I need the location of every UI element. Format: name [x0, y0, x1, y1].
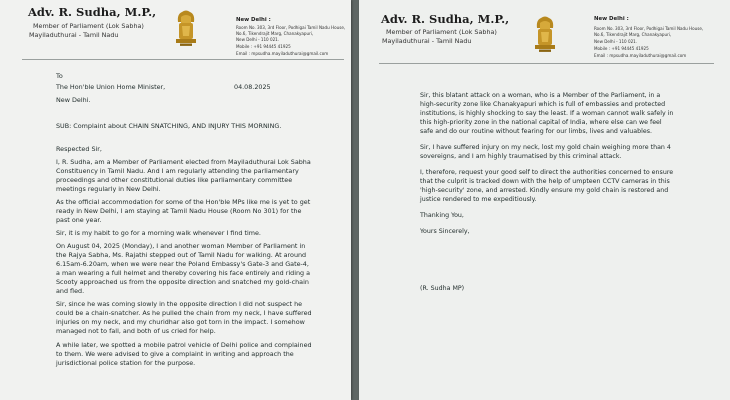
body-line: Constituency in Tamil Nadu. And I am regularly attending the parliamentary	[56, 167, 299, 175]
body-line: sovereigns, and I am highly traumatised by this criminal attack.	[420, 153, 622, 160]
body-line: this high-priority zone in the national capital of India, where else can we feel	[420, 119, 662, 126]
letterhead-role: Member of Parliament (Lok Sabha)	[386, 28, 497, 36]
body-line: and fled.	[56, 287, 85, 295]
body-line: could be a chain-snatcher. As he pulled the chain from my neck, I have suffered	[56, 309, 312, 317]
header-divider	[379, 63, 714, 64]
closing-thanks: Thanking You,	[420, 212, 464, 219]
body-line: Sir, it is my habit to go for a morning walk whenever I find time.	[56, 229, 261, 237]
letterhead-constituency: Mayiladuthurai - Tamil Nadu	[29, 31, 119, 39]
address-line: Mobile : +91 94445 41925	[594, 46, 649, 51]
letter-page-1	[0, 0, 351, 400]
body-line: a man wearing a full helmet and thereby covering his face entirely and riding a	[56, 269, 311, 277]
body-line: 'high-security' zone, and arrested. Kindly ensure my gold chain is restored and	[420, 187, 669, 194]
body-line: that the culprit is tracked down with the help of umpteen CCTV cameras in this	[420, 178, 670, 185]
letterhead-constituency: Mayiladuthurai - Tamil Nadu	[382, 37, 472, 45]
address-line: Mobile : +91 94445 41925	[236, 44, 291, 49]
letterhead-name: Adv. R. Sudha, M.P.,	[28, 5, 157, 19]
address-heading: New Delhi :	[594, 16, 629, 22]
body-line: past one year.	[56, 216, 102, 224]
subject-line: SUB: Complaint about CHAIN SNATCHING, AND INJURY THIS MORNING.	[56, 122, 282, 130]
body-line: the Rajya Sabha, Ms. Rajathi stepped out of Tamil Nadu for walking. At around	[56, 251, 307, 259]
body-line: Scooty approached us from the opposite direction and snatched my gold-chain	[56, 278, 309, 286]
body-line: Sir, this blatant attack on a woman, who is a Member of the Parliament, in a	[420, 92, 661, 99]
body-line: justice rendered to me expeditiously.	[420, 196, 537, 203]
body-line: A while later, we spotted a mobile patrol vehicle of Delhi police and complained	[56, 341, 312, 349]
address-line: No.6, Tikendrajit Marg, Chanakyapuri,	[236, 31, 314, 36]
letter-date: 04.08.2025	[234, 83, 271, 91]
letterhead-role: Member of Parliament (Lok Sabha)	[33, 22, 144, 30]
body-line: As the official accommodation for some of the Hon'ble MPs like me is yet to get	[56, 198, 311, 206]
addressee-line: The Hon'ble Union Home Minister,	[56, 83, 166, 91]
letterhead-name: Adv. R. Sudha, M.P.,	[381, 12, 510, 26]
body-line: managed not to fall, and both of us cried for help.	[56, 327, 216, 335]
body-line: proceedings and other constitutional duties like parliamentary committee	[56, 176, 293, 184]
national-emblem-icon	[172, 8, 200, 48]
address-line: Email : mpsudha.mayiladuthurai@gmail.com	[594, 53, 687, 58]
body-line: I, R. Sudha, am a Member of Parliament elected from Mayiladuthurai Lok Sabha	[56, 158, 311, 166]
national-emblem-icon	[531, 14, 559, 54]
address-line: No.6, Tikendrajit Marg, Chanakyapuri,	[594, 32, 672, 37]
body-line: On August 04, 2025 (Monday), I and another woman Member of Parliament in	[56, 242, 306, 250]
body-line: institutions, is highly shocking to say the least. If a woman cannot walk safely in	[420, 110, 674, 117]
body-line: 6.15am-6.20am, when we were near the Poland Embassy's Gate-3 and Gate-4,	[56, 260, 309, 268]
body-line: Sir, I have suffered injury on my neck, lost my gold chain weighing more than 4	[420, 144, 671, 151]
body-line: to them. We were advised to give a complaint in writing and approach the	[56, 350, 294, 358]
address-heading: New Delhi :	[236, 17, 271, 23]
address-line: Room No. 303, 3rd Floor, Podhigai Tamil Nadu House,	[594, 26, 704, 31]
body-line: safe and do our routine without fearing for our limbs, lives and valuables.	[420, 128, 653, 135]
body-line: high-security zone like Chanakyapuri which is full of embassies and protected	[420, 101, 666, 108]
letter-page-2	[359, 0, 730, 400]
body-line: I, therefore, request your good self to direct the authorities concerned to ensure	[420, 169, 674, 176]
body-line: ready in New Delhi, I am staying at Tamil Nadu House (Room No 301) for the	[56, 207, 302, 215]
body-line: injuries on my neck, and my churidhar also got torn in the impact. I somehow	[56, 318, 305, 326]
body-line: jurisdictional police station for the purpose.	[56, 359, 196, 367]
header-divider	[22, 59, 344, 60]
salutation: Respected Sir,	[56, 145, 102, 153]
address-line: New Delhi - 110 021.	[236, 37, 280, 42]
address-line: Email : mpsudha.mayiladuthurai@gmail.com	[236, 51, 329, 56]
signature-name: (R. Sudha MP)	[420, 285, 465, 292]
address-line: Room No. 303, 3rd Floor, Podhigai Tamil Nadu House,	[236, 25, 346, 30]
closing-sincerely: Yours Sincerely,	[420, 228, 470, 235]
to-label: To	[56, 72, 63, 80]
body-line: meetings regularly in New Delhi.	[56, 185, 161, 193]
body-line: Sir, since he was coming slowly in the opposite direction I did not suspect he	[56, 300, 303, 308]
address-line: New Delhi - 110 021.	[594, 39, 638, 44]
addressee-line: New Delhi.	[56, 96, 91, 104]
